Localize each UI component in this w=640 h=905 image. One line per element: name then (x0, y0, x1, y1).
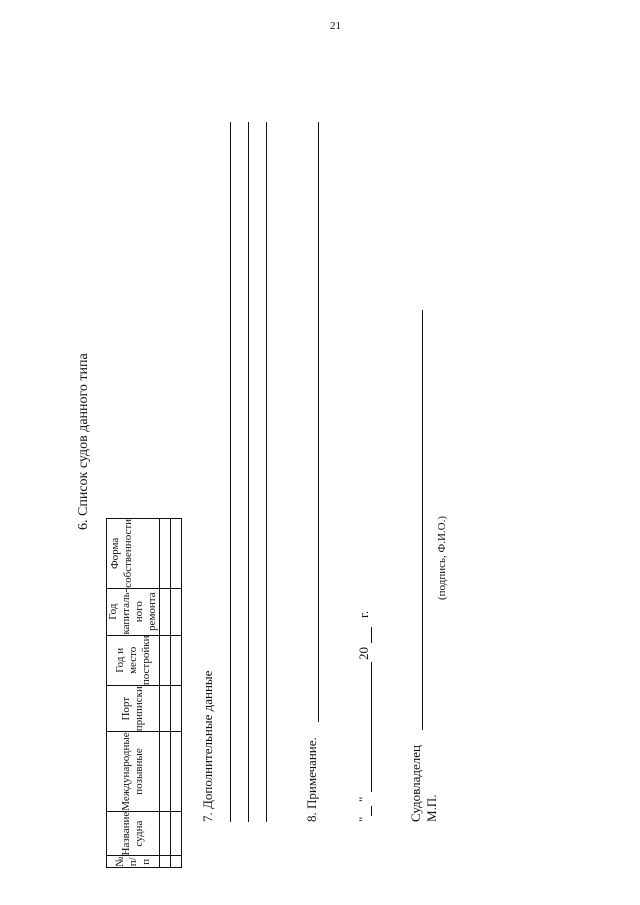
date-day-line (371, 806, 372, 816)
column-header-call-signs: Международные позывные (107, 732, 160, 811)
date-quote-open: " (356, 816, 371, 822)
column-header-build: Год и место постройки (107, 635, 160, 686)
section-6-title: 6. Список судов данного типа (76, 353, 91, 530)
column-header-repair: Год капиталь-ного ремонта (107, 588, 158, 635)
ships-table (106, 518, 182, 868)
date-year-suffix: г. (356, 610, 371, 618)
table-row (160, 518, 171, 867)
seal-label: М.П. (424, 794, 439, 822)
owner-signature-line (422, 310, 423, 730)
table-header-row (107, 518, 160, 867)
additional-data-line (266, 122, 267, 822)
owner-label: Судовладелец (408, 745, 423, 822)
additional-data-line (230, 122, 231, 822)
note-line (318, 122, 319, 722)
date-quote-close: " (356, 796, 371, 802)
section-7-title: 7. Дополнительные данные (200, 670, 215, 822)
column-header-port: Порт приписки (107, 686, 160, 732)
page-number: 21 (330, 20, 341, 32)
date-year-prefix: 20 (356, 647, 371, 660)
date-year-line (371, 627, 372, 643)
date-month-line (371, 662, 372, 792)
section-8-title: 8. Примечание. (304, 737, 319, 822)
column-header-number: № п/п (107, 856, 160, 868)
column-header-ownership: Форма собственности (107, 518, 160, 588)
table-row (171, 518, 182, 867)
column-header-ship-name: Название судна (107, 811, 160, 856)
additional-data-line (248, 122, 249, 822)
signature-caption: (подпись, Ф.И.О.) (436, 516, 448, 600)
